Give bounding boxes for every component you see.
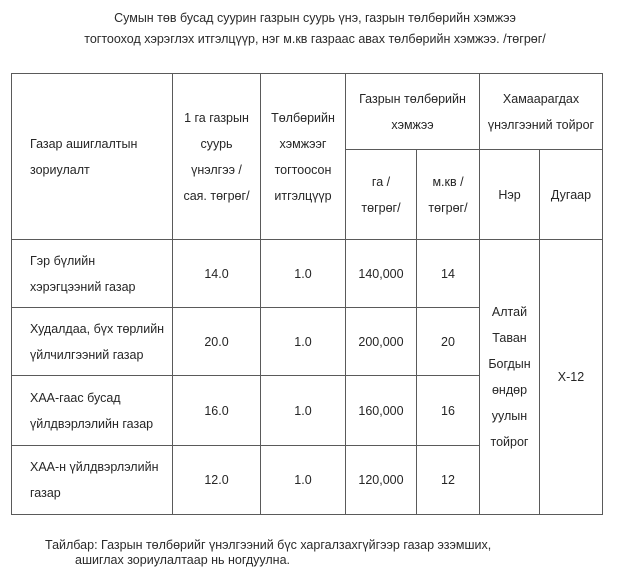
row-base-price: 16.0 [173,376,261,446]
row-base-price: 12.0 [173,446,261,515]
footnote-line-1: Тайлбар: Газрын төлбөрийг үнэлгээний бүс харгалзахгүйгээр газар эзэмших, [45,538,492,552]
title-line-1: Сумын төв бусад суурин газрын суурь үнэ, газрын төлбөрийн хэмжээ [114,11,516,25]
row-purpose: ХАА-гаас бусад үйлдвэрлэлийн газар [12,376,173,446]
row-coefficient: 1.0 [261,308,346,376]
row-base-price: 20.0 [173,308,261,376]
title-line-2: тогтооход хэрэглэх итгэлцүүр, нэг м.кв газраас авах төлбөрийн хэмжээ. /төгрөг/ [84,32,546,46]
row-fee-ha: 120,000 [346,446,417,515]
row-fee-ha: 160,000 [346,376,417,446]
row-coefficient: 1.0 [261,240,346,308]
header-zone-group: Хамаарагдах үнэлгээний тойрог [480,74,603,150]
row-fee-m2: 16 [417,376,480,446]
table-row [12,240,603,308]
row-fee-ha: 140,000 [346,240,417,308]
row-base-price: 14.0 [173,240,261,308]
zone-name: Алтай Таван Богдын өндөр уулын тойрог [488,305,531,449]
row-fee-m2: 14 [417,240,480,308]
zone-name-cell [480,240,540,515]
document-title [30,8,600,50]
land-fee-table [11,73,603,515]
row-fee-m2: 20 [417,308,480,376]
row-coefficient: 1.0 [261,446,346,515]
header-zone-number: Дугаар [540,150,603,240]
row-purpose: ХАА-н үйлдвэрлэлийн газар [12,446,173,515]
header-fee-ha: га /төгрөг/ [346,150,417,240]
row-fee-ha: 200,000 [346,308,417,376]
row-purpose: Худалдаа, бүх төрлийн үйлчилгээний газар [12,308,173,376]
footnote [45,538,605,568]
zone-number: Х-12 [540,240,603,515]
footnote-line-2: ашиглах зориулалтаар нь ногдуулна. [75,553,291,567]
header-base-price: 1 га газрын суурь үнэлгээ /сая. төгрөг/ [173,74,261,240]
header-fee-m2: м.кв /төгрөг/ [417,150,480,240]
row-fee-m2: 12 [417,446,480,515]
header-fee-group: Газрын төлбөрийн хэмжээ [346,74,480,150]
row-coefficient: 1.0 [261,376,346,446]
header-zone-name: Нэр [480,150,540,240]
header-purpose: Газар ашиглалтын зориулалт [12,74,173,240]
row-purpose: Гэр бүлийн хэрэгцээний газар [12,240,173,308]
header-coefficient: Төлбөрийн хэмжээг тогтоосон итгэлцүүр [261,74,346,240]
